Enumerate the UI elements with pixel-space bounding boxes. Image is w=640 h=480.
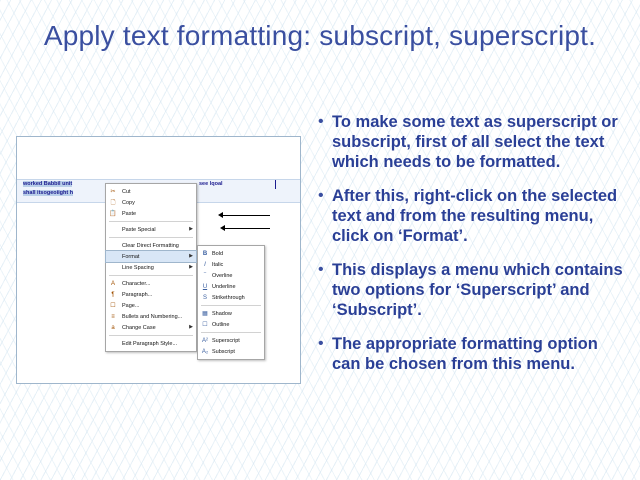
context-menu-item-label: Edit Paragraph Style... <box>122 340 178 347</box>
strikethrough-icon: S <box>202 295 207 301</box>
document-line-1: worked Babbil unit <box>23 181 73 187</box>
context-menu-item-label: Paragraph... <box>122 291 153 298</box>
context-menu-item-line-spacing[interactable] <box>106 262 196 273</box>
context-menu-item-paste[interactable] <box>106 208 196 219</box>
context-menu-item-change-case[interactable] <box>106 322 196 333</box>
context-menu-item-label: Clear Direct Formatting <box>122 242 179 249</box>
page-title: Apply text formatting: subscript, superscript. <box>43 20 597 51</box>
chevron-right-icon: ▶ <box>189 226 193 232</box>
underline-icon: U <box>202 284 208 290</box>
scissors-icon: ✂ <box>110 189 116 195</box>
context-menu-item-edit-paragraph-style[interactable] <box>106 338 196 349</box>
menu-separator <box>201 305 261 306</box>
submenu-item-label: Bold <box>212 250 224 257</box>
context-menu-item-label: Cut <box>122 188 131 195</box>
submenu-item-bold[interactable] <box>198 248 264 259</box>
submenu-item-superscript[interactable] <box>198 335 264 346</box>
submenu-item-outline[interactable] <box>198 319 264 330</box>
submenu-item-overline[interactable] <box>198 270 264 281</box>
submenu-item-underline[interactable] <box>198 281 264 292</box>
list-item-text: This displays a menu which contains two options for ‘Superscript’ and ‘Subscript’. <box>332 261 623 319</box>
list-item <box>318 186 623 246</box>
italic-icon: I <box>204 262 206 268</box>
context-menu-item-bullets-and-numbering[interactable] <box>106 311 196 322</box>
bullet-marker: • <box>318 187 324 204</box>
chevron-right-icon: ▶ <box>189 264 193 270</box>
annotation-arrow-head <box>220 225 225 231</box>
document-right-text: see lqoal <box>199 181 223 187</box>
clipboard-icon: 📋 <box>109 211 117 217</box>
submenu-item-label: Outline <box>212 321 230 328</box>
context-menu-item-cut[interactable] <box>106 186 196 197</box>
context-menu-item-label: Copy <box>122 199 135 206</box>
context-menu-item-clear-direct-formatting[interactable] <box>106 240 196 251</box>
list-icon: ≡ <box>111 314 115 320</box>
context-menu-item-paragraph[interactable] <box>106 289 196 300</box>
context-menu-item-label: Change Case <box>122 324 156 331</box>
text-caret <box>275 180 276 189</box>
menu-separator <box>109 335 193 336</box>
case-icon: a <box>111 325 115 331</box>
context-menu-item-label: Paste Special <box>122 226 156 233</box>
list-item-text: To make some text as superscript or subscript, first of all select the text which needs to be formatted. <box>332 113 618 171</box>
format-submenu[interactable] <box>197 245 265 360</box>
context-menu-item-label: Page... <box>122 302 140 309</box>
context-menu-item-character[interactable] <box>106 278 196 289</box>
list-item-text: After this, right-click on the selected text and from the resulting menu, click on ‘Format’. <box>332 187 618 245</box>
context-menu-item-paste-special[interactable] <box>106 224 196 235</box>
copy-icon: 🗋 <box>110 200 116 206</box>
submenu-item-label: Subscript <box>212 348 235 355</box>
list-item <box>318 112 623 172</box>
context-menu-item-label: Line Spacing <box>122 264 154 271</box>
bullet-list <box>318 112 623 388</box>
list-item-text: The appropriate formatting option can be chosen from this menu. <box>332 335 598 373</box>
chevron-right-icon: ▶ <box>189 253 193 259</box>
context-menu-item-label: Bullets and Numbering... <box>122 313 183 320</box>
paragraph-icon: ¶ <box>111 292 115 298</box>
submenu-item-shadow[interactable] <box>198 308 264 319</box>
annotation-arrow-subscript <box>224 228 270 229</box>
context-menu-item-page[interactable] <box>106 300 196 311</box>
submenu-item-label: Overline <box>212 272 233 279</box>
submenu-item-subscript[interactable] <box>198 346 264 357</box>
chevron-right-icon: ▶ <box>189 324 193 330</box>
subscript-icon: A₂ <box>201 349 209 355</box>
context-menu-item-label: Paste <box>122 210 137 217</box>
submenu-item-italic[interactable] <box>198 259 264 270</box>
annotation-arrow-head <box>218 212 223 218</box>
context-menu-item-copy[interactable] <box>106 197 196 208</box>
submenu-item-label: Underline <box>212 283 236 290</box>
menu-separator <box>201 332 261 333</box>
submenu-item-label: Strikethrough <box>212 294 245 301</box>
document-line-2: shall itsogeoiight h <box>23 190 74 196</box>
menu-separator <box>109 237 193 238</box>
context-menu-item-label: Character... <box>122 280 151 287</box>
bold-icon: B <box>202 251 208 257</box>
bullet-marker: • <box>318 335 324 352</box>
submenu-item-label: Shadow <box>212 310 232 317</box>
shadow-icon: ▦ <box>202 311 208 317</box>
submenu-item-label: Italic <box>212 261 224 268</box>
submenu-item-strikethrough[interactable] <box>198 292 264 303</box>
submenu-item-label: Superscript <box>212 337 240 344</box>
page-icon: ☐ <box>110 303 116 309</box>
menu-separator <box>109 275 193 276</box>
list-item <box>318 334 623 374</box>
character-icon: A <box>110 281 115 287</box>
bullet-marker: • <box>318 261 324 278</box>
screenshot-illustration <box>16 136 301 384</box>
list-item <box>318 260 623 320</box>
context-menu-item-label: Format <box>122 253 140 260</box>
menu-separator <box>109 221 193 222</box>
overline-icon: ‾ <box>204 273 206 279</box>
annotation-arrow-superscript <box>222 215 270 216</box>
context-menu-item-format[interactable] <box>106 251 196 262</box>
context-menu[interactable] <box>105 183 197 352</box>
bullet-marker: • <box>318 113 324 130</box>
superscript-icon: A² <box>202 338 208 344</box>
outline-icon: ☐ <box>202 322 208 328</box>
